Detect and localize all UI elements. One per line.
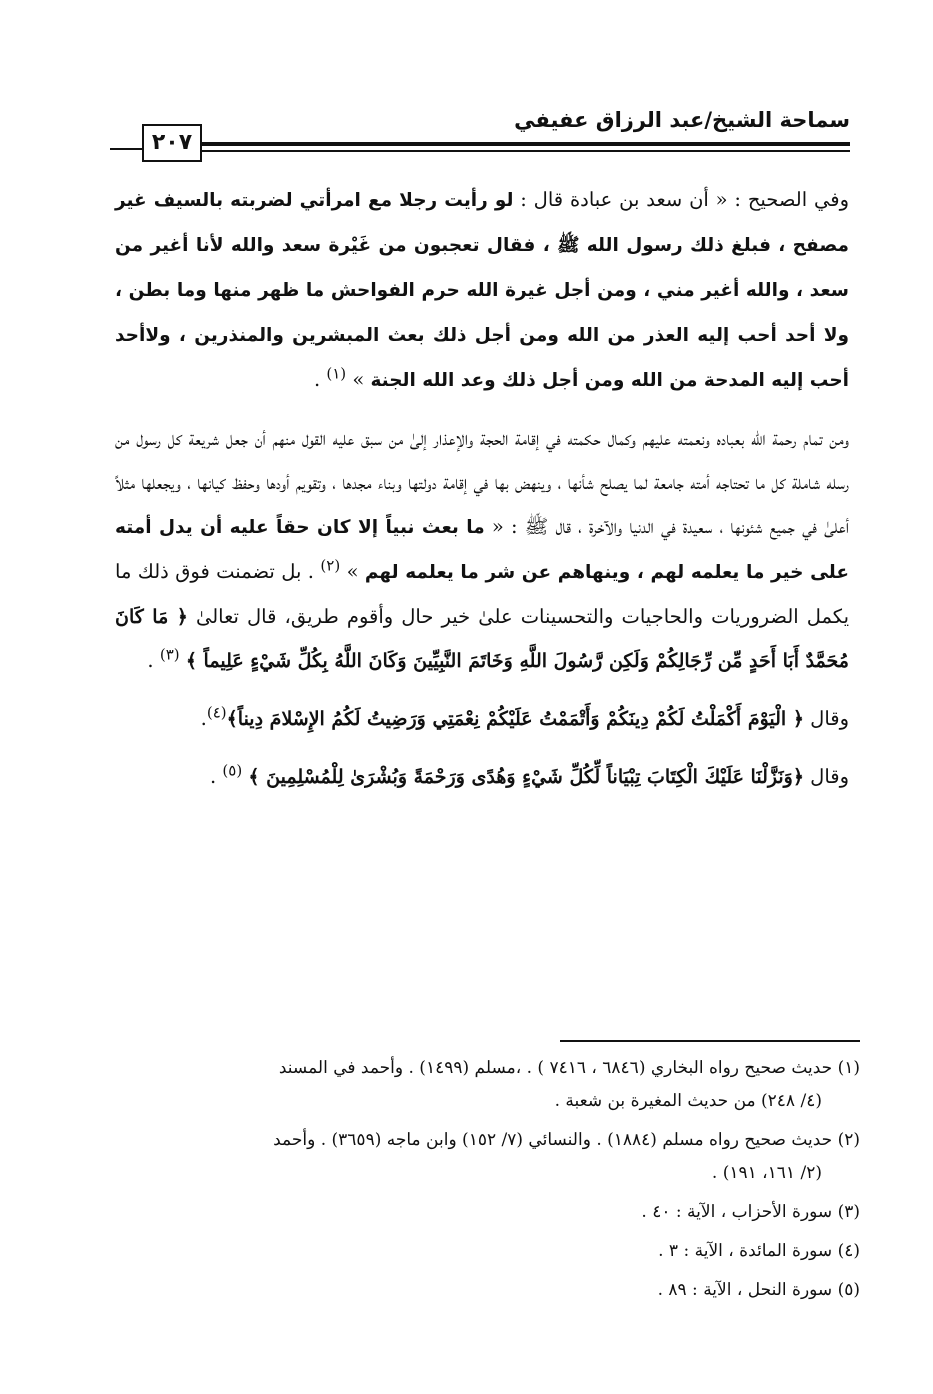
footnote-3-line-1: (٣) سورة الأحزاب ، الآية : ٤٠ . [641, 1202, 860, 1222]
footnote-ref-1[interactable]: (١) [326, 364, 347, 383]
footnote-1 [115, 1052, 860, 1118]
running-title: سماحة الشيخ/عبد الرزاق عفيفي [514, 108, 850, 132]
p4-intro: وقال [803, 765, 849, 788]
page-header [110, 100, 850, 160]
footnote-ref-3[interactable]: (٣) [159, 645, 180, 664]
paragraph-2 [115, 417, 849, 683]
p2-close: » [340, 560, 365, 583]
footnote-separator [560, 1040, 860, 1042]
footnote-2-line-1: (٢) حديث صحيح رواه مسلم (١٨٨٤) . والنسائي (٧/ ١٥٢) وابن ماجه (٣٦٥٩) . وأحمد [273, 1130, 860, 1150]
p4-verse: ﴿وَنَزَّلْنَا عَلَيْكَ الْكِتَابَ تِبْيَاناً لِّكُلِّ شَيْءٍ وَهُدًى وَرَحْمَةً وَبُشْرَىٰ لِلْمُسْلِمِينَ ﴾ [248, 766, 804, 788]
footnotes [115, 1052, 860, 1313]
p3-verse: ﴿ الْيَوْمَ أَكْمَلْتُ لَكُمْ دِينَكُمْ وَأَتْمَمْتُ عَلَيْكُمْ نِعْمَتِي وَرَضِيتُ لَكُمُ الإِسْلامَ دِيناً﴾ [226, 708, 804, 730]
p1-end: . [313, 368, 327, 391]
footnote-ref-4[interactable]: (٤) [206, 703, 227, 722]
footnote-5 [115, 1274, 860, 1307]
footnote-4-line-1: (٤) سورة المائدة ، الآية : ٣ . [658, 1241, 860, 1261]
footnote-4 [115, 1235, 860, 1268]
p3-intro: وقال [803, 707, 849, 730]
footnote-2-line-2: (٢/ ١٦١، ١٩١) . [711, 1163, 822, 1183]
p1-hadith-quote: لو رأيت رجلا مع امرأتي لضربته بالسيف غير مصفح ، فبلغ ذلك رسول الله ﷺ ، فقال تعجبون من غَيْرة سعد والله لأنا أغير من سعد ، والله أغير مني ، ومن أجل غيرة الله حرم الفواحش ما ظهر منها وما بطن ، ولا أحد أحب إليه العذر من الله ومن أجل ذلك بعث المبشرين والمنذرين ، ولاأحد أحب إليه المدحة من الله ومن أجل ذلك وعد الله الجنة [115, 190, 849, 391]
p2-hadith-quote: ما بعث نبياً إلا كان حقاً عليه أن يدل أمته على خير ما يعلمه لهم ، وينهاهم عن شر ما يعلمه لهم [115, 517, 849, 583]
header-rule-left [110, 148, 142, 150]
p2-text-1: ومن تمام رحمة الله بعباده ونعمته عليهم وكمال حكمته في إقامة الحجة والإعذار إلىٰ من سبق عليه القول منهم أن جعل شريعة كل رسول من رسله شاملة كل ما تحتاجه أمته جامعة لما يصلح شأنها ، وينهض بها في إقامة دولتها وبناء مجدها ، وتقويم أودها وحفظ كيانها ، ويجعلها مثلاً أعلىٰ في جميع شئونها ، سعيدة في الدنيا والآخرة ، قال ﷺ : « [115, 427, 849, 538]
paragraph-4 [115, 755, 849, 799]
p2-text-2: . بل تضمنت فوق ذلك ما يكمل الضروريات والحاجيات والتحسينات علىٰ خير حال وأقوم طريق، قال تعالىٰ [115, 560, 850, 628]
p2-end: . [147, 649, 160, 672]
footnote-ref-2[interactable]: (٢) [320, 556, 341, 575]
p4-end: . [210, 765, 223, 788]
p3-end: . [200, 707, 207, 730]
page-number: ٢٠٧ [142, 124, 202, 162]
page-body [115, 178, 849, 813]
paragraph-1 [115, 178, 849, 403]
header-rule-thick [190, 142, 850, 146]
header-rule-thin [190, 150, 850, 152]
footnote-1-line-2: (٤/ ٢٤٨) من حديث المغيرة بن شعبة . [554, 1091, 822, 1111]
footnote-5-line-1: (٥) سورة النحل ، الآية : ٨٩ . [657, 1280, 860, 1300]
p1-intro: وفي الصحيح : « أن سعد بن عبادة قال : [513, 188, 849, 211]
footnote-3 [115, 1196, 860, 1229]
p2-verse: ﴿ مَا كَانَ مُحَمَّدٌ أَبَا أَحَدٍ مِّن رِّجَالِكُمْ وَلَكِن رَّسُولَ اللَّهِ وَخَاتَمَ النَّبِيِّينَ وَكَانَ اللَّهُ بِكُلِّ شَيْءٍ عَلِيماً ﴾ [115, 606, 849, 672]
footnote-ref-5[interactable]: (٥) [222, 761, 243, 780]
footnote-1-line-1: (١) حديث صحيح رواه البخاري (٦٨٤٦ ، ٧٤١٦ ) . ،مسلم (١٤٩٩) . وأحمد في المسند [278, 1058, 860, 1078]
p1-close: » [346, 368, 371, 391]
paragraph-3 [115, 697, 849, 741]
footnote-2 [115, 1124, 860, 1190]
